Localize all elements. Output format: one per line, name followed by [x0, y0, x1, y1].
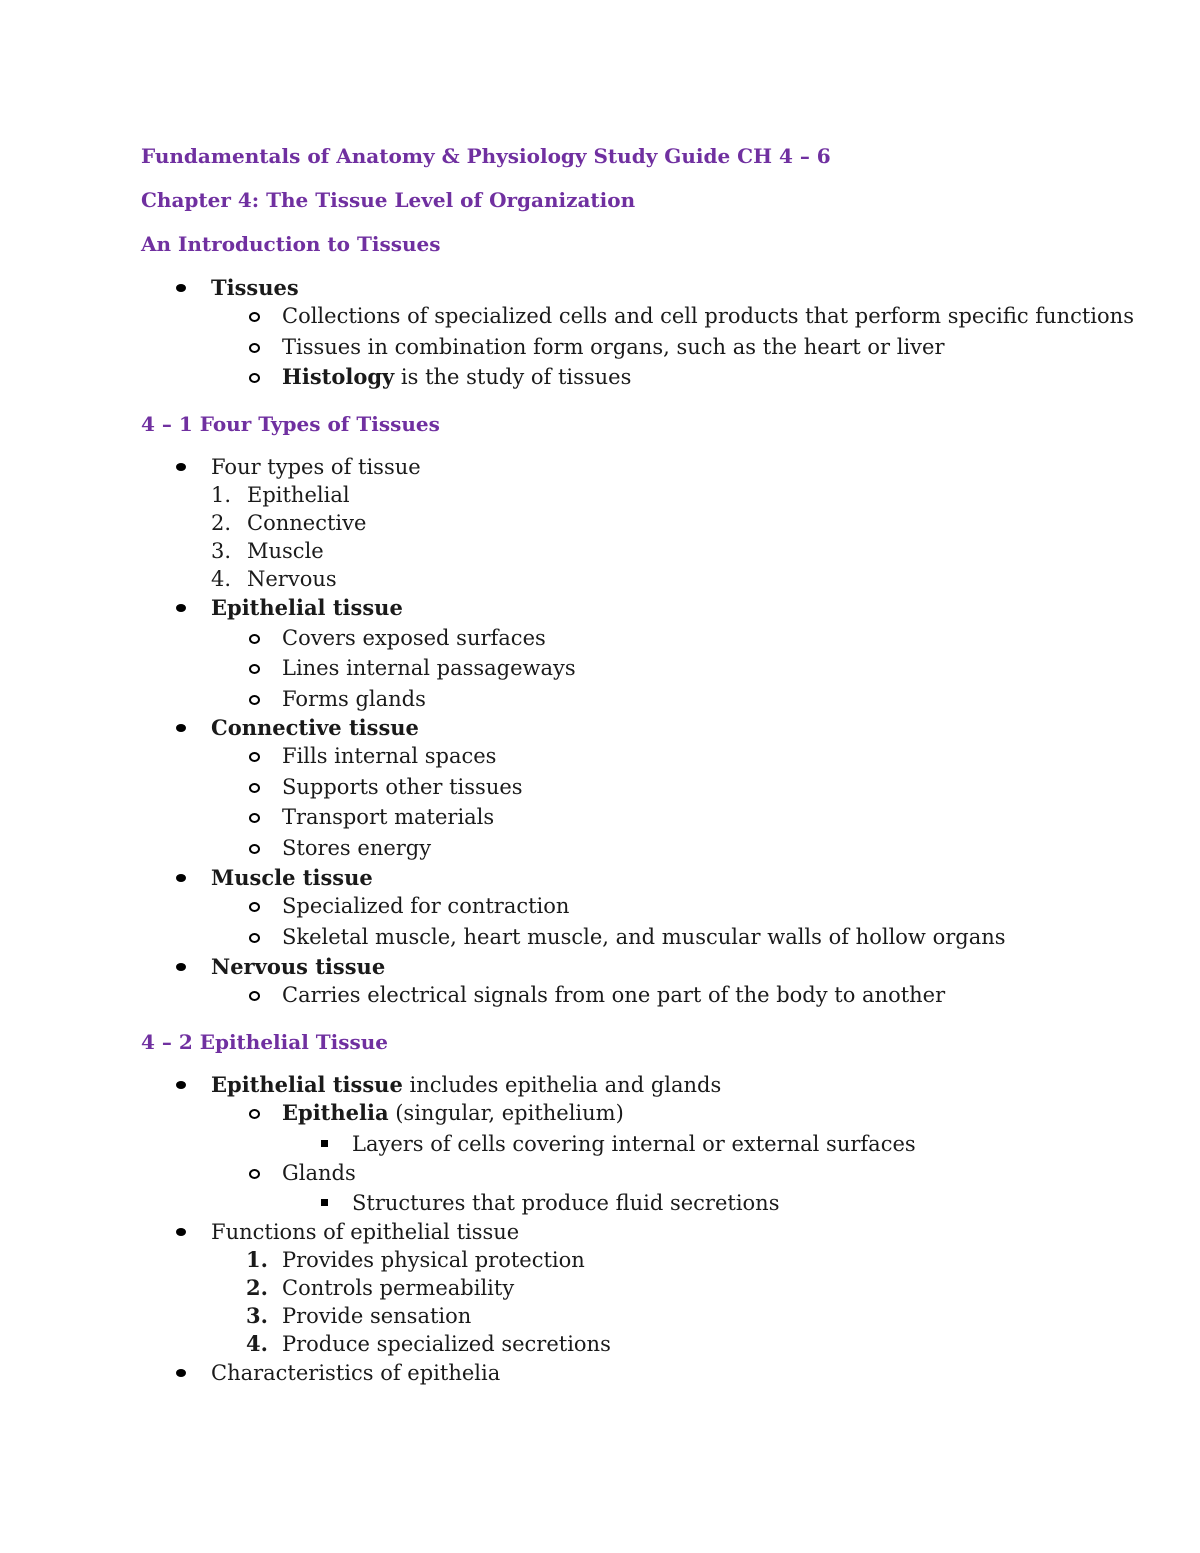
list-item: Forms glands	[282, 687, 426, 711]
list-item-connective: Connective tissue	[211, 715, 419, 740]
list-number: 4.	[211, 567, 232, 591]
list-number: 2.	[246, 1275, 268, 1300]
circle-bullet-icon	[249, 991, 260, 1001]
list-item-four-types: Four types of tissue	[211, 455, 421, 479]
list-number: 2.	[211, 511, 232, 535]
list-item: Controls permeability	[282, 1276, 515, 1300]
histology-term: Histology	[282, 364, 395, 389]
bullet-icon	[176, 463, 186, 471]
list-item: Connective	[247, 511, 367, 535]
list-item: Provide sensation	[282, 1304, 472, 1328]
bullet-icon	[176, 724, 186, 732]
square-bullet-icon	[321, 1140, 328, 1147]
term: Epithelial tissue	[211, 1072, 403, 1097]
circle-bullet-icon	[249, 634, 260, 644]
definition: (singular, epithelium)	[388, 1101, 624, 1125]
list-item-epithelial-tissue	[211, 1072, 721, 1098]
chapter-heading: Chapter 4: The Tissue Level of Organization	[141, 188, 636, 212]
circle-bullet-icon	[249, 783, 260, 793]
bullet-icon	[176, 604, 186, 612]
section-heading-intro: An Introduction to Tissues	[141, 232, 441, 256]
circle-bullet-icon	[249, 813, 260, 823]
list-item: Supports other tissues	[282, 775, 523, 799]
list-item: Layers of cells covering internal or external surfaces	[352, 1132, 916, 1156]
circle-bullet-icon	[249, 1109, 260, 1119]
circle-bullet-icon	[249, 343, 260, 353]
list-item-functions: Functions of epithelial tissue	[211, 1220, 520, 1244]
list-item: Skeletal muscle, heart muscle, and muscular walls of hollow organs	[282, 925, 1006, 949]
definition: includes epithelia and glands	[402, 1073, 722, 1097]
list-item: Provides physical protection	[282, 1248, 585, 1272]
bullet-icon	[176, 963, 186, 971]
list-item: Specialized for contraction	[282, 894, 570, 918]
circle-bullet-icon	[249, 312, 260, 322]
list-item-epithelial: Epithelial tissue	[211, 595, 403, 620]
circle-bullet-icon	[249, 933, 260, 943]
term: Epithelia	[282, 1100, 389, 1125]
list-item-nervous: Nervous tissue	[211, 954, 386, 979]
circle-bullet-icon	[249, 664, 260, 674]
square-bullet-icon	[321, 1199, 328, 1206]
list-item: Carries electrical signals from one part of the body to another	[282, 983, 946, 1007]
list-item: Covers exposed surfaces	[282, 626, 546, 650]
list-item: Produce specialized secretions	[282, 1332, 611, 1356]
list-item: Stores energy	[282, 836, 432, 860]
circle-bullet-icon	[249, 373, 260, 383]
section-heading-4-1: 4 – 1 Four Types of Tissues	[141, 412, 440, 436]
list-item: Collections of specialized cells and cell products that perform specific functions	[282, 304, 1134, 328]
list-item-characteristics: Characteristics of epithelia	[211, 1361, 501, 1385]
histology-definition: is the study of tissues	[394, 365, 632, 389]
list-item: Lines internal passageways	[282, 656, 576, 680]
circle-bullet-icon	[249, 844, 260, 854]
list-item-tissues: Tissues	[211, 275, 299, 300]
circle-bullet-icon	[249, 1169, 260, 1179]
list-item: Nervous	[247, 567, 337, 591]
circle-bullet-icon	[249, 695, 260, 705]
circle-bullet-icon	[249, 752, 260, 762]
document-title: Fundamentals of Anatomy & Physiology Study Guide CH 4 – 6	[141, 144, 831, 168]
list-item: Tissues in combination form organs, such as the heart or liver	[282, 335, 945, 359]
list-number: 4.	[246, 1331, 268, 1356]
bullet-icon	[176, 284, 186, 292]
list-item: Structures that produce fluid secretions	[352, 1191, 780, 1215]
list-number: 3.	[246, 1303, 268, 1328]
list-item: Fills internal spaces	[282, 744, 497, 768]
list-item-glands: Glands	[282, 1161, 356, 1185]
list-number: 3.	[211, 539, 232, 563]
list-number: 1.	[211, 483, 232, 507]
list-item: Transport materials	[282, 805, 495, 829]
list-item-histology	[282, 364, 631, 390]
list-number: 1.	[246, 1247, 268, 1272]
bullet-icon	[176, 1081, 186, 1089]
list-item-muscle: Muscle tissue	[211, 865, 373, 890]
bullet-icon	[176, 1228, 186, 1236]
list-item-epithelia	[282, 1100, 624, 1126]
bullet-icon	[176, 874, 186, 882]
circle-bullet-icon	[249, 902, 260, 912]
list-item: Epithelial	[247, 483, 350, 507]
section-heading-4-2: 4 – 2 Epithelial Tissue	[141, 1030, 389, 1054]
bullet-icon	[176, 1369, 186, 1377]
list-item: Muscle	[247, 539, 324, 563]
